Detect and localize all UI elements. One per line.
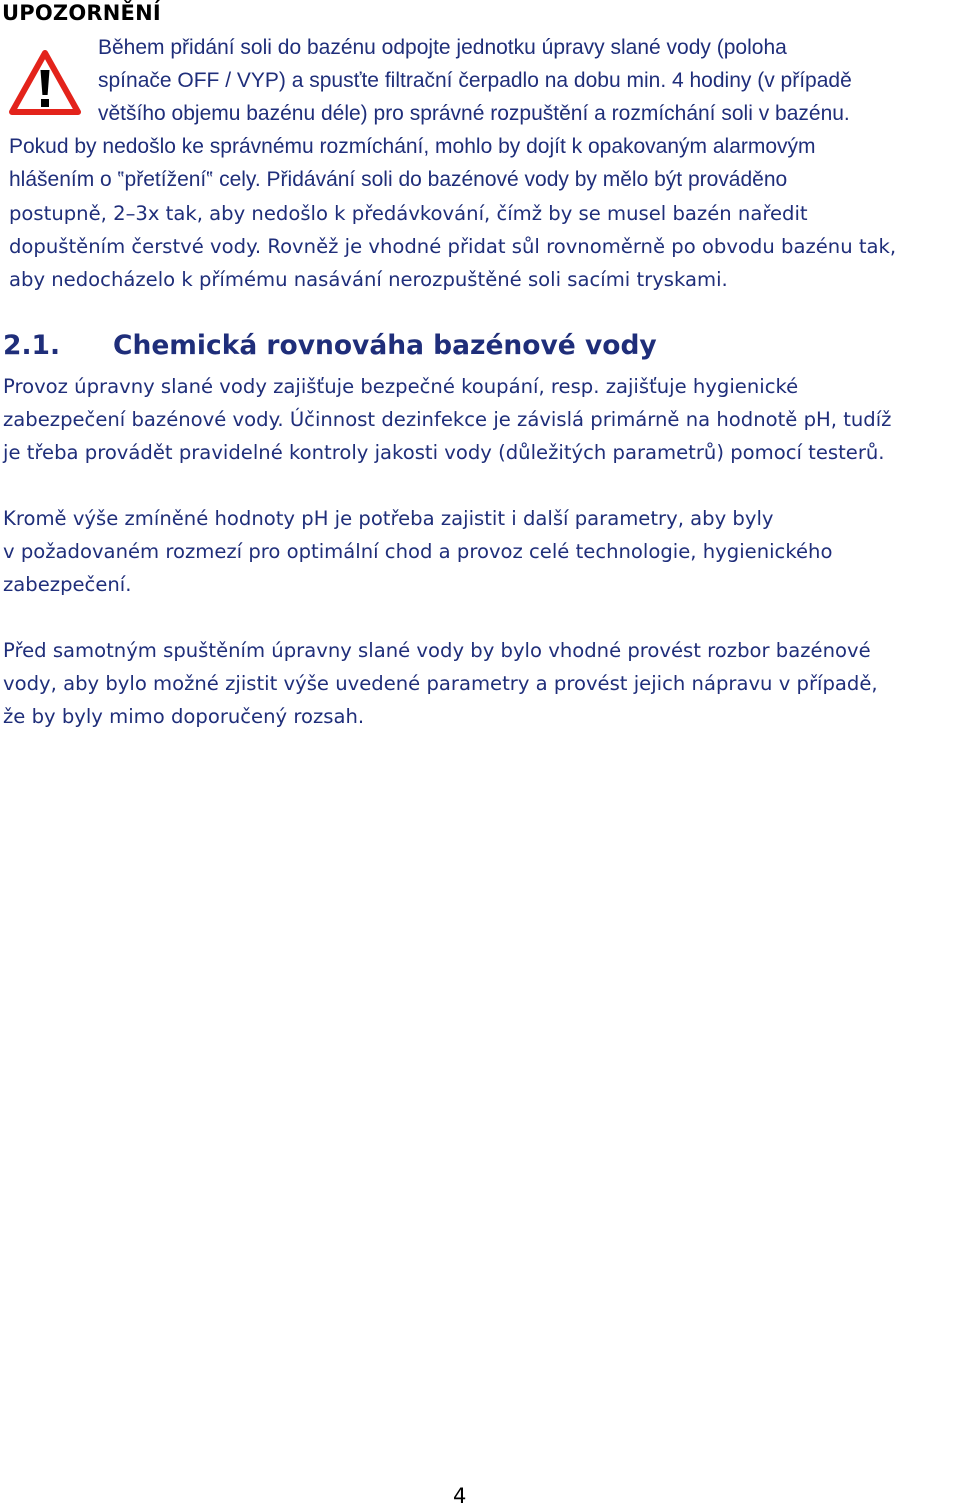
paragraph-line: Před samotným spuštěním úpravny slané vody by bylo vhodné provést rozbor bazénové — [3, 639, 871, 662]
paragraph-line: v požadovaném rozmezí pro optimální chod a provoz celé technologie, hygienického — [3, 540, 833, 563]
warning-heading: UPOZORNĚNÍ — [2, 1, 161, 25]
paragraph-line: vody, aby bylo možné zjistit výše uvedené parametry a provést jejich nápravu v případě, — [3, 672, 878, 695]
paragraph-line: že by byly mimo doporučený rozsah. — [3, 705, 365, 728]
section-heading — [3, 330, 657, 361]
warning-line: spínače OFF / VYP) a spusťte filtrační čerpadlo na dobu min. 4 hodiny (v případě — [98, 69, 852, 92]
warning-line: aby nedocházelo k přímému nasávání nerozpuštěné soli sacími tryskami. — [9, 268, 728, 291]
warning-line: hlášením o ‟přetížení‟ cely. Přidávání soli do bazénové vody by mělo být prováděno — [9, 168, 788, 191]
warning-line: dopuštěním čerstvé vody. Rovněž je vhodné přidat sůl rovnoměrně po obvodu bazénu tak, — [9, 235, 897, 258]
page-number: 4 — [453, 1484, 467, 1508]
paragraph-line: je třeba provádět pravidelné kontroly jakosti vody (důležitých parametrů) pomocí testerů. — [3, 441, 885, 464]
paragraph-line: Kromě výše zmíněné hodnoty pH je potřeba zajistit i další parametry, aby byly — [3, 507, 774, 530]
warning-line: postupně, 2–3x tak, aby nedošlo k předávkování, čímž by se musel bazén naředit — [9, 202, 808, 225]
paragraph-line: zabezpečení. — [3, 573, 132, 596]
warning-line: Během přidání soli do bazénu odpojte jednotku úpravy slané vody (poloha — [98, 36, 787, 59]
section-title: Chemická rovnováha bazénové vody — [113, 330, 657, 361]
warning-triangle-icon — [9, 50, 81, 116]
paragraph-line: Provoz úpravny slané vody zajišťuje bezpečné koupání, resp. zajišťuje hygienické — [3, 375, 799, 398]
warning-line: Pokud by nedošlo ke správnému rozmíchání, mohlo by dojít k opakovaným alarmovým — [9, 135, 816, 158]
paragraph-line: zabezpečení bazénové vody. Účinnost dezinfekce je závislá primárně na hodnotě pH, tudíž — [3, 408, 892, 431]
warning-line: většího objemu bazénu déle) pro správné rozpuštění a rozmíchání soli v bazénu. — [98, 102, 850, 125]
section-number: 2.1. — [3, 330, 61, 361]
